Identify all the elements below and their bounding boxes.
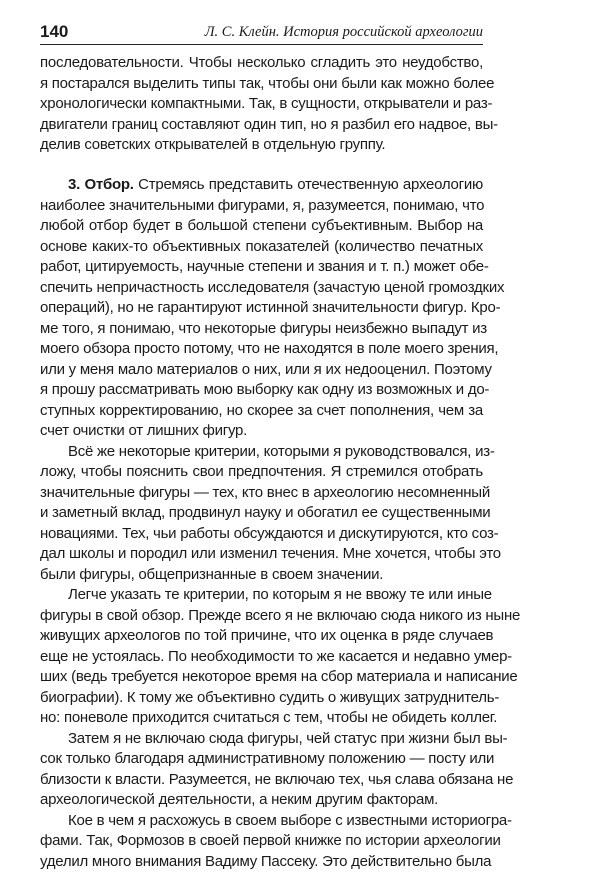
text-line: или у меня мало материалов о них, или я их недооценил. Поэтому	[40, 360, 492, 378]
text-line: основе каких-то объективных показателей (количество печатных	[40, 237, 483, 255]
text-line: я постарался выделить типы так, чтобы они были как можно более	[40, 74, 495, 92]
text-line: но: поневоле приходится считаться с тем, чтобы не обидеть коллег.	[40, 709, 498, 726]
text-line: Легче указать те критерии, по которым я не ввожу те или иные	[68, 586, 492, 603]
text-line: спечить непричастность исследователя (зачастую ценой громоздких	[40, 278, 505, 296]
page-number: 140	[40, 22, 69, 41]
section-3-selection	[40, 175, 521, 872]
text-line: делив советских открывателей в отдельную группу.	[40, 136, 386, 153]
text-line: последовательности. Чтобы несколько сгладить это неудобство,	[40, 54, 483, 71]
text-line: значительные фигуры — тех, кто внес в археологию несомненный	[40, 483, 490, 501]
text-line: уделил много внимания Вадиму Пассеку. Это действительно была	[40, 852, 492, 870]
text-line: дал школы и породил или изменил течения. Мне хочется, чтобы это	[40, 545, 501, 562]
text-line: еще не устоялась. По необходимости то же касается и недавно умер-	[40, 647, 512, 665]
text-line: работ, цитируемость, научные степени и звания и т. п.) может обе-	[40, 258, 489, 275]
text-line: Кое в чем я расхожусь в своем выборе с известными историогра-	[68, 811, 512, 829]
text-line: живущих археологов по той причине, что их оценка в ряде случаев	[40, 627, 494, 644]
text-fragment: Стремясь представить отечественную археологию	[133, 176, 483, 193]
text-line: близости к власти. Разумеется, не включаю тех, чья слава обязана не	[40, 770, 514, 788]
text-line: двигатели границ составляют один тип, но я разбил его надвое, вы-	[40, 115, 498, 133]
text-line: ступных корректированию, но скорее за счет пополнения, чем за	[40, 401, 483, 419]
text-line: сок только благодаря административному положению — посту или	[40, 750, 495, 767]
text-line: счет очистки от лишних фигур.	[40, 422, 248, 439]
text-line: операций), но не гарантируют истинной значительности фигур. Кро-	[40, 299, 501, 316]
text-line: я прошу рассматривать мою выборку как одну из возможных и до-	[40, 381, 490, 398]
section-heading: 3. Отбор.	[68, 176, 134, 193]
text-line: биографии). К тому же объективно судить о живущих затруднитель-	[40, 688, 500, 706]
text-line: были фигуры, общепризнанные в своем значении.	[40, 565, 384, 583]
running-title: Л. С. Клейн. История российской археологии	[204, 24, 483, 40]
text-line: Затем я не включаю сюда фигуры, чей статус при жизни был вы-	[68, 729, 508, 747]
text-line: и заметный вклад, продвинул науку и обогатил ее существенными	[40, 504, 491, 521]
text-line: ших (ведь требуется некоторое время на сбор материала и написание	[40, 668, 518, 685]
paragraph-1	[40, 53, 498, 156]
text-line: ме того, я понимаю, что некоторые фигуры неизбежно выпадут из	[40, 319, 487, 337]
text-line: новациями. Тех, чьи работы обсуждаются и дискутируются, кто соз-	[40, 524, 499, 542]
text-line: фами. Так, Формозов в своей первой книжке по истории археологии	[40, 832, 501, 849]
text-line: фигуры в свой обзор. Прежде всего я не включаю сюда никого из ныне	[40, 606, 521, 624]
text-line: ложу, чтобы пояснить свои предпочтения. Я стремился отобрать	[40, 463, 483, 480]
text-line: хронологически компактными. Так, в сущности, открыватели и раз-	[40, 95, 493, 112]
text-line: любой отбор будет в большой степени субъективным. Выбор на	[40, 217, 483, 234]
text-line: наиболее значительными фигурами, я, разумеется, понимаю, что	[40, 196, 485, 214]
text-line: археологической деятельности, а неким другим факторам.	[40, 791, 439, 808]
text-line: Всё же некоторые критерии, которыми я руководствовался, из-	[68, 442, 495, 460]
text-line: моего обзора просто потому, что не находятся в поле моего зрения,	[40, 340, 499, 357]
running-header	[40, 22, 483, 45]
text-line	[40, 175, 483, 196]
